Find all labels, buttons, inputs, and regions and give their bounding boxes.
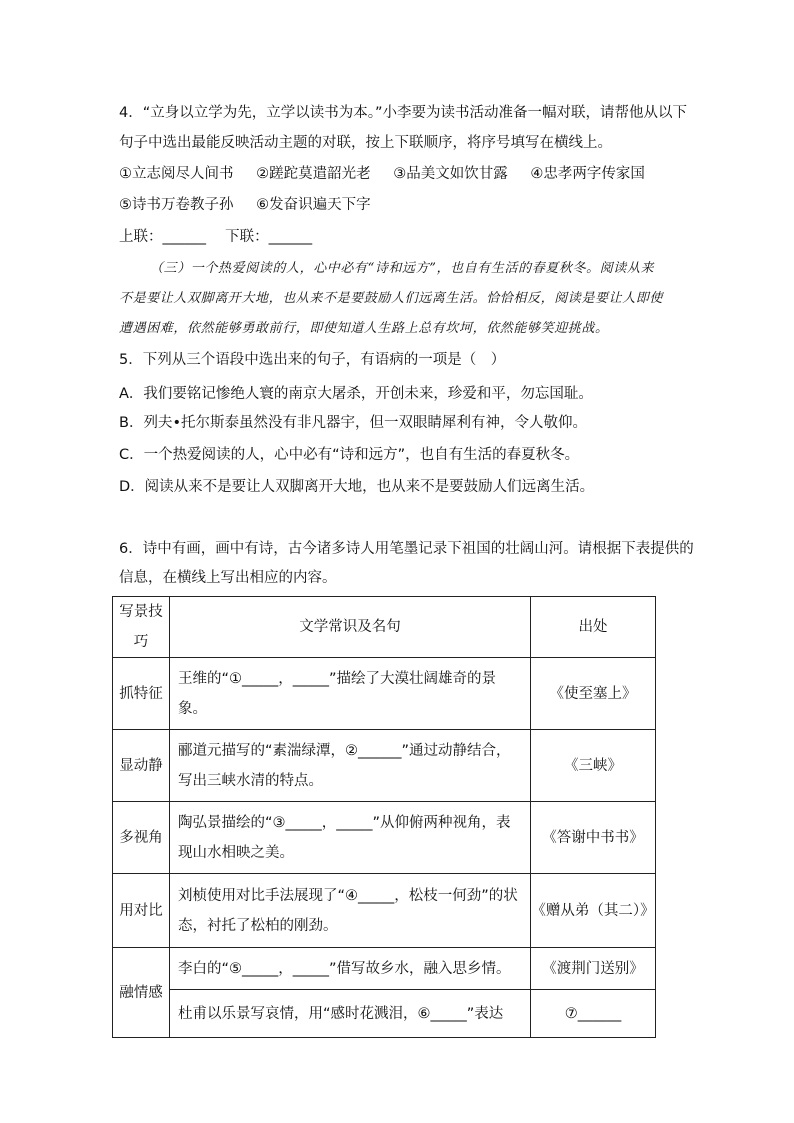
table-row — [113, 658, 656, 730]
option-2: ②蹉跎莫遣韶光老 — [256, 166, 371, 182]
option-4: ④忠孝两字传家国 — [530, 166, 645, 182]
row-text: 李白的“⑤_____，_____”借写故乡水，融入思乡情。 — [170, 948, 531, 990]
q4-options-row2 — [119, 195, 389, 215]
table-row — [113, 802, 656, 874]
header-technique: 写景技巧 — [113, 597, 170, 658]
table-row — [113, 730, 656, 802]
table-row — [113, 990, 656, 1038]
row-source: 《使至塞上》 — [531, 658, 656, 730]
q4-answer-line: 上联：______ 下联：______ — [119, 229, 313, 245]
q4-line2: 句子中选出最能反映活动主题的对联，按上下联顺序，将序号填写在横线上。 — [119, 135, 612, 151]
row-text: 王维的“①_____，_____”描绘了大漠壮阔雄奇的景象。 — [170, 658, 531, 730]
row-source: ⑦______ — [531, 990, 656, 1038]
row-source: 《答谢中书书》 — [531, 802, 656, 874]
passage3-line3: 遭遇困难，依然能够勇敢前行，即使知道人生路上总有坎坷，依然能够笑迎挑战。 — [119, 321, 609, 336]
q5-stem: 5．下列从三个语段中选出来的句子，有语病的一项是（ ） — [119, 352, 506, 368]
q5-option-a: A．我们要铭记惨绝人寰的南京大屠杀，开创未来，珍爱和平，勿忘国耻。 — [119, 386, 593, 402]
header-knowledge: 文学常识及名句 — [170, 597, 531, 658]
q6-line2: 信息，在横线上写出相应的内容。 — [119, 570, 337, 586]
row-technique: 多视角 — [113, 802, 170, 874]
row-source: 《赠从弟（其二）》 — [531, 874, 656, 948]
q5-option-d: D．阅读从来不是要让人双脚离开大地，也从来不是要鼓励人们远离生活。 — [119, 479, 595, 495]
q4-line1: 4．“立身以立学为先，立学以读书为本。”小李要为读书活动准备一幅对联，请帮他从以下 — [119, 105, 687, 121]
row-technique: 用对比 — [113, 874, 170, 948]
row-source: 《渡荆门送别》 — [531, 948, 656, 990]
passage3-line2: 不是要让人双脚离开大地，也从来不是要鼓励人们远离生活。恰恰相反，阅读是要让人即使 — [119, 291, 664, 306]
q6-line1: 6．诗中有画，画中有诗，古今诸多诗人用笔墨记录下祖国的壮阔山河。请根据下表提供的 — [119, 541, 694, 557]
poetry-table — [112, 596, 656, 1038]
passage3-line1: （三）一个热爱阅读的人，心中必有“诗和远方”，也自有生活的春夏秋冬。阅读从来 — [150, 261, 655, 276]
row-source: 《三峡》 — [531, 730, 656, 802]
row-text: 杜甫以乐景写哀情，用“感时花溅泪，⑥_____”表达 — [170, 990, 531, 1038]
table-row — [113, 874, 656, 948]
row-text: 郦道元描写的“素湍绿潭，②______”通过动静结合，写出三峡水清的特点。 — [170, 730, 531, 802]
header-source: 出处 — [531, 597, 656, 658]
option-5: ⑤诗书万卷教子孙 — [119, 197, 234, 213]
row-technique: 抓特征 — [113, 658, 170, 730]
row-text: 刘桢使用对比手法展现了“④_____，松枝一何劲”的状态，衬托了松柏的刚劲。 — [170, 874, 531, 948]
q5-option-c: C．一个热爱阅读的人，心中必有“诗和远方”，也自有生活的春夏秋冬。 — [119, 447, 580, 463]
row-technique: 显动静 — [113, 730, 170, 802]
option-1: ①立志阅尽人间书 — [119, 166, 234, 182]
row-technique: 融情感 — [113, 948, 170, 1038]
row-text: 陶弘景描绘的“③_____，_____”从仰俯两种视角，表现山水相映之美。 — [170, 802, 531, 874]
table-row — [113, 948, 656, 990]
q4-options-row1 — [119, 164, 663, 184]
table-header-row — [113, 597, 656, 658]
option-6: ⑥发奋识遍天下字 — [256, 197, 371, 213]
q5-option-b: B．列夫•托尔斯泰虽然没有非凡器宇，但一双眼睛犀利有神，令人敬仰。 — [119, 415, 587, 431]
option-3: ③品美文如饮甘露 — [393, 166, 508, 182]
